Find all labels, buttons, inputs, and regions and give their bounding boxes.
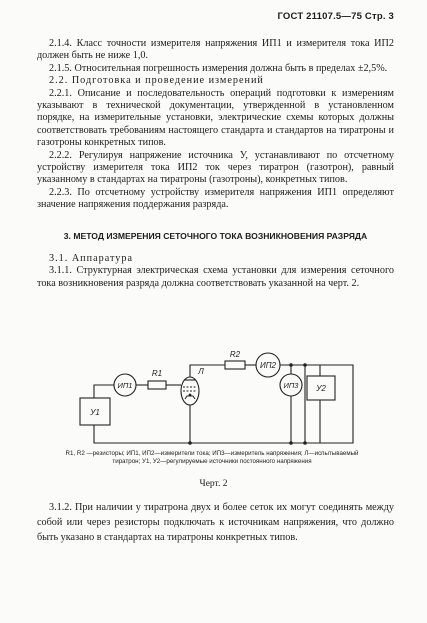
paragraph-2-2-1: 2.2.1. Описание и последовательность операций подготовки к измерениям указывают в технической документации, утвержденной в установленном порядке, на измерительные установки, электрические схемы которых должны соответствовать требованиям настоящего стандарта и стандартов на тиратроны и газотроны конкретных типов.	[37, 87, 394, 149]
junction-dot	[303, 363, 307, 367]
subsection-heading-2-2: 2.2. Подготовка и проведение измерений	[49, 75, 264, 87]
paragraph-2-2-3: 2.2.3. По отсчетному устройству измерителя напряжения ИП1 определяют значение напряжения поддержания разряда.	[37, 186, 394, 211]
label-ip3: ИП3	[283, 381, 299, 390]
label-r1: R1	[151, 369, 163, 378]
subsection-heading-3-1: 3.1. Аппаратура	[49, 252, 133, 264]
paragraph-3-1-2: 3.1.2. При наличии у тиратрона двух и более сеток их могут соединять между собой или через резисторы подключать к источникам напряжения, что должно быть указано в стандартах на тиратроны конкретных типов.	[37, 502, 394, 543]
label-ip2: ИП2	[260, 361, 276, 370]
junction-dot	[289, 441, 293, 445]
thyratron-tube	[181, 377, 199, 405]
document-body	[37, 38, 394, 290]
resistor-r1	[148, 381, 166, 389]
paragraph-3-1-1: 3.1.1. Структурная электрическая схема установки для измерения сеточного тока возникновения разряда должна соответствовать указанной на черт. 2.	[37, 265, 394, 289]
label-ip1: ИП1	[117, 381, 133, 390]
junction-dot	[303, 441, 307, 445]
paragraph-2-1-4: 2.1.4. Класс точности измерителя напряжения ИП1 и измерителя тока ИП2 должен быть не ниже 1,0.	[37, 38, 394, 62]
resistor-r2	[225, 361, 245, 369]
label-r2: R2	[229, 350, 241, 359]
document-tail	[37, 500, 394, 545]
page-header: ГОСТ 21107.5—75 Стр. 3	[277, 11, 394, 22]
paragraph-2-1-5: 2.1.5. Относительная погрешность измерения должна быть в пределах ±2,5%.	[49, 62, 388, 74]
paragraph-2-2-2: 2.2.2. Регулируя напряжение источника У, устанавливают по отсчетному устройству измерителя тока ИП2 ток через тиратрон (газотрон), равный указанному в стандартах на тиратроны (газотроны), конкретных типов.	[37, 149, 394, 186]
label-l: Л	[198, 367, 204, 376]
section-heading: 3. МЕТОД ИЗМЕРЕНИЯ СЕТОЧНОГО ТОКА ВОЗНИКНОВЕНИЯ РАЗРЯДА	[63, 230, 368, 241]
junction-dot	[188, 441, 192, 445]
figure-label: Черт. 2	[199, 479, 228, 489]
label-u2: У2	[316, 384, 326, 393]
figure-caption: R1, R2 —резисторы; ИП1, ИП2—измерители тока; ИП3—измеритель напряжения; Л—испытываемый тиратрон; У1, У2—регулируемые источники постоянного напряжения	[65, 450, 359, 465]
circuit-diagram	[70, 345, 360, 445]
junction-dot	[289, 363, 293, 367]
label-u1: У1	[90, 408, 100, 417]
